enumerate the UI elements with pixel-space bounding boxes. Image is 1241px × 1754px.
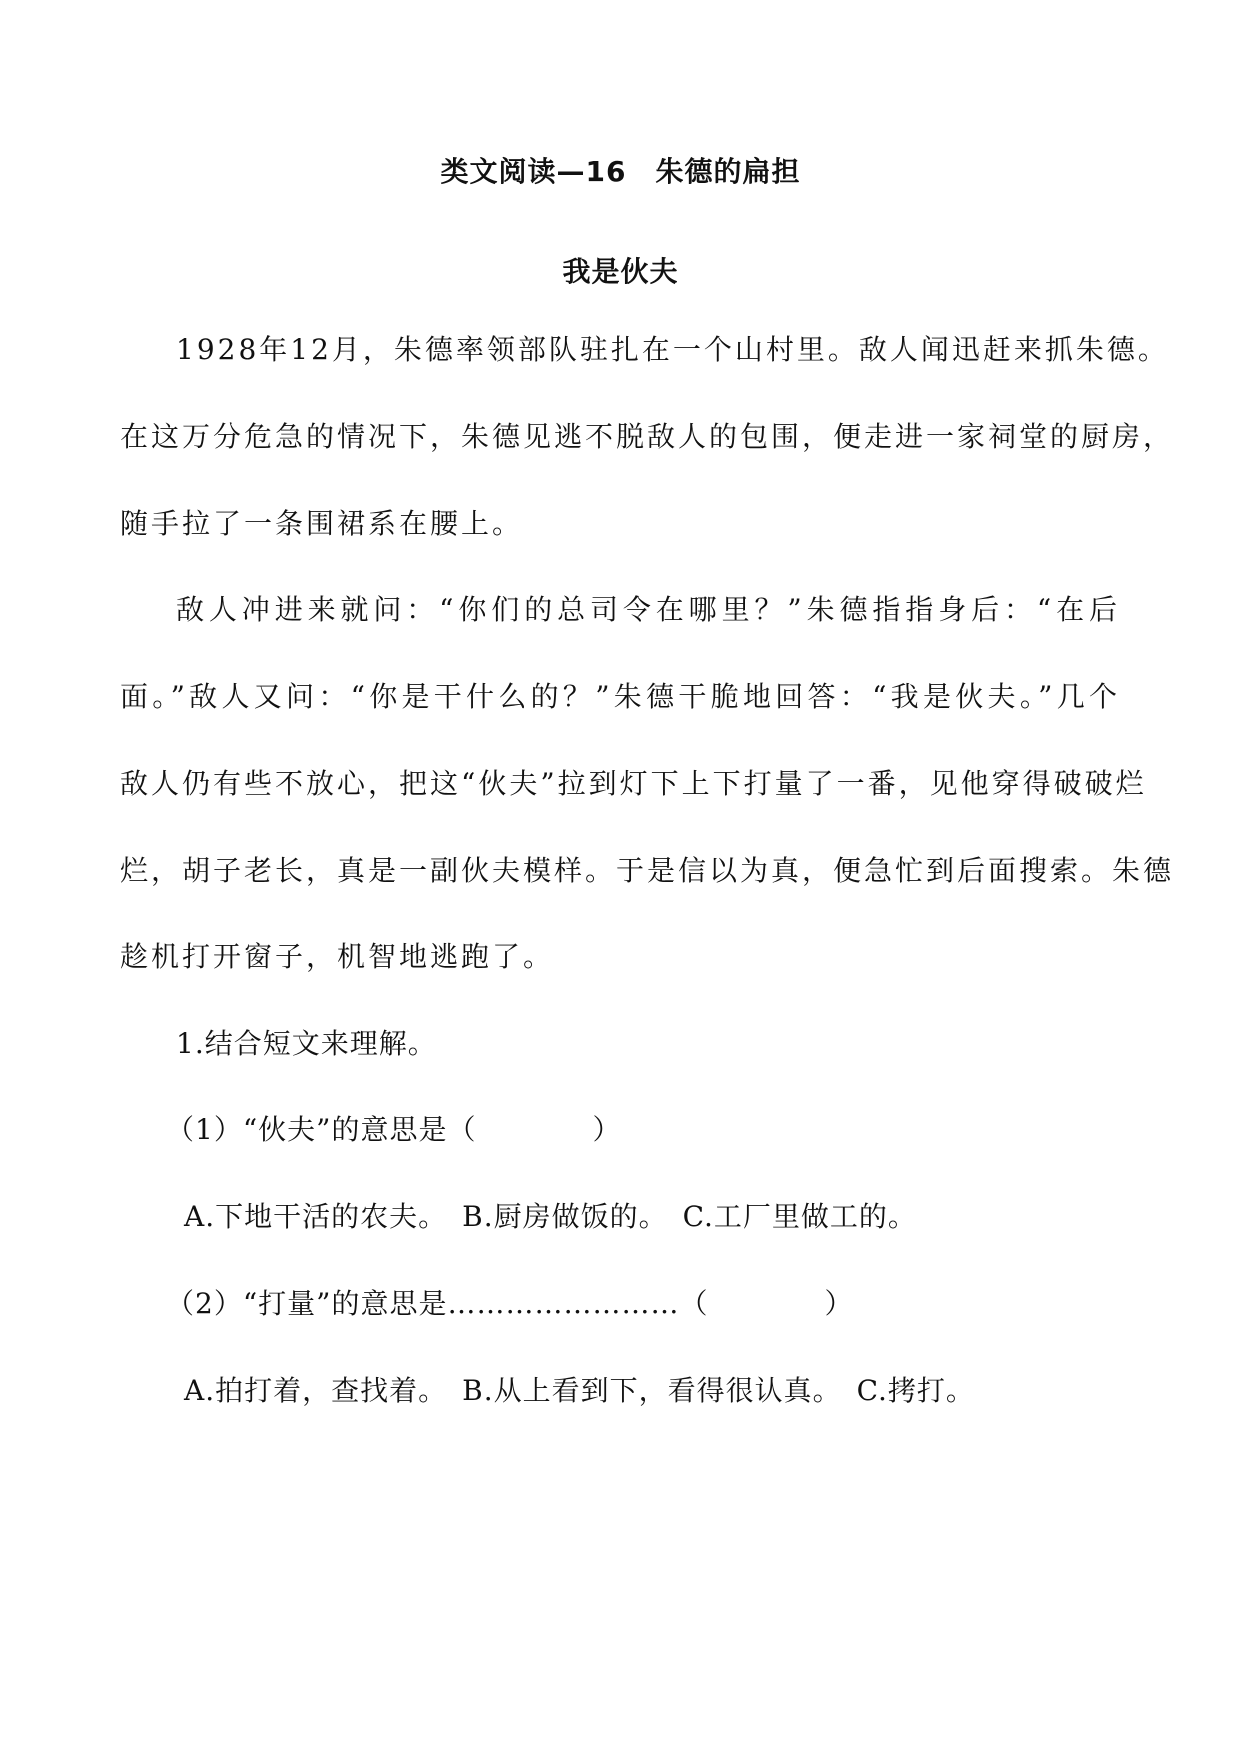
paragraph-1-line-1: 1928年12月，朱德率领部队驻扎在一个山村里。敌人闻迅赶来抓朱德。 [176, 333, 1169, 366]
question-1-options: A.下地干活的农夫。 B.厨房做饭的。 C.工厂里做工的。 [184, 1200, 917, 1233]
paragraph-2-line-2: 面。”敌人又问：“你是干什么的？”朱德干脆地回答：“我是伙夫。”几个 [120, 680, 1120, 713]
paragraph-2-line-4: 烂，胡子老长，真是一副伙夫模样。于是信以为真，便急忙到后面搜索。朱德 [120, 854, 1175, 887]
paragraph-2-line-3: 敌人仍有些不放心，把这“伙夫”拉到灯下上下打量了一番，见他穿得破破烂 [120, 767, 1147, 800]
paragraph-2-line-5: 趁机打开窗子，机智地逃跑了。 [120, 940, 555, 973]
passage-title: 我是伙夫 [562, 255, 679, 288]
document-title: 类文阅读—16 朱德的扁担 [440, 155, 801, 188]
question-2-prompt: （2）“打量”的意思是……………………（ ） [166, 1287, 854, 1320]
paragraph-1-line-2: 在这万分危急的情况下，朱德见逃不脱敌人的包围，便走进一家祠堂的厨房， [120, 420, 1175, 453]
question-1-prompt: （1）“伙夫”的意思是（ ） [166, 1113, 622, 1146]
question-2-options: A.拍打着，查找着。 B.从上看到下，看得很认真。 C.拷打。 [184, 1374, 975, 1407]
question-intro: 1.结合短文来理解。 [176, 1027, 437, 1060]
paragraph-1-line-3: 随手拉了一条围裙系在腰上。 [120, 507, 524, 540]
paragraph-2-line-1: 敌人冲进来就问：“你们的总司令在哪里？”朱德指指身后：“在后 [176, 593, 1120, 626]
